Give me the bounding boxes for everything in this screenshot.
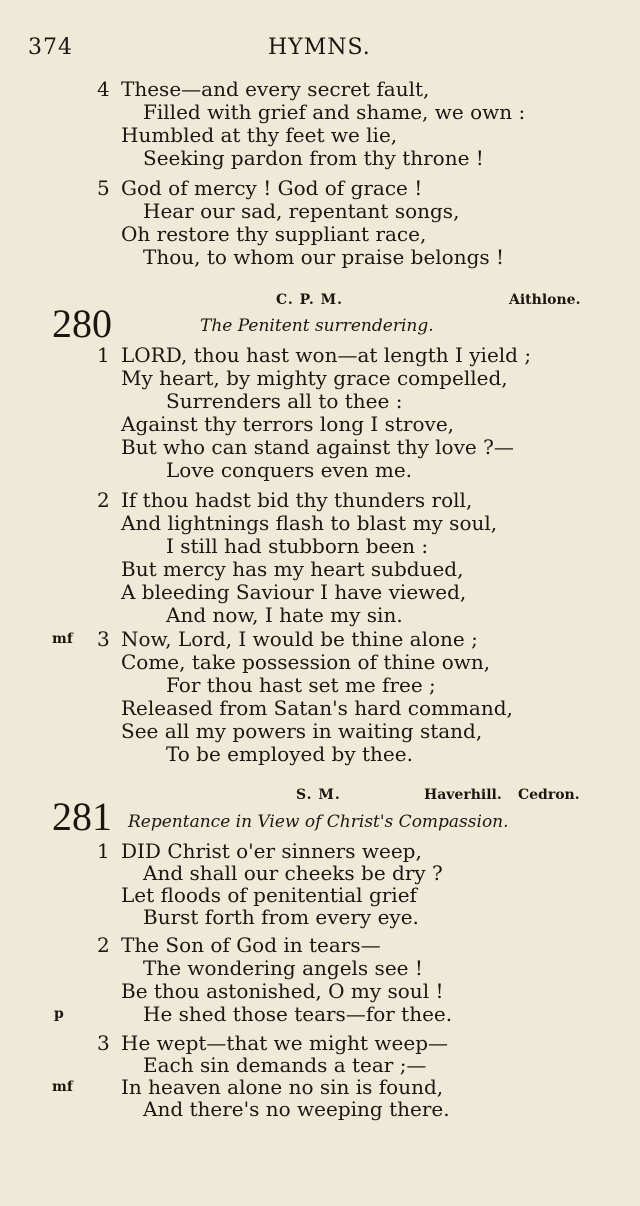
verse-line: Released from Satan's hard command, <box>121 696 513 720</box>
verse-line: Love conquers even me. <box>166 458 413 482</box>
verse-line: Thou, to whom our praise belongs ! <box>143 245 505 269</box>
verse-number: 1 <box>97 839 110 863</box>
verse-number: 2 <box>97 933 110 957</box>
verse-line: Humbled at thy feet we lie, <box>121 123 398 147</box>
verse-line: The Son of God in tears— <box>121 933 381 957</box>
verse-line: I still had stubborn been : <box>166 534 429 558</box>
verse-number: 4 <box>97 77 110 101</box>
verse-line: Oh restore thy suppliant race, <box>121 222 427 246</box>
verse-line: My heart, by mighty grace compelled, <box>121 366 508 390</box>
verse-number: 1 <box>97 343 110 367</box>
verse-line: Now, Lord, I would be thine alone ; <box>121 627 478 651</box>
verse-line: Filled with grief and shame, we own : <box>143 100 526 124</box>
verse-line: In heaven alone no sin is found, <box>121 1075 444 1099</box>
verse-line: If thou hadst bid thy thunders roll, <box>121 488 473 512</box>
dynamic-marking: p <box>54 1006 64 1022</box>
tune-name: Haverhill. <box>424 787 502 803</box>
hymn-subtitle: Repentance in View of Christ's Compassion. <box>128 812 509 832</box>
hymn-number: 281 <box>52 794 112 839</box>
verse-number: 3 <box>97 1031 110 1055</box>
verse-line: And shall our cheeks be dry ? <box>143 861 443 885</box>
verse-line: But mercy has my heart subdued, <box>121 557 464 581</box>
verse-line: A bleeding Saviour I have viewed, <box>121 580 467 604</box>
verse-line: God of mercy ! God of grace ! <box>121 176 423 200</box>
verse-number: 2 <box>97 488 110 512</box>
verse-number: 5 <box>97 176 110 200</box>
verse-line: Each sin demands a tear ;— <box>143 1053 427 1077</box>
running-head: HYMNS. <box>268 35 371 60</box>
hymn-meter: C. P. M. <box>276 292 343 308</box>
verse-line: And now, I hate my sin. <box>166 603 403 627</box>
verse-line: These—and every secret fault, <box>121 77 430 101</box>
verse-line: He wept—that we might weep— <box>121 1031 449 1055</box>
verse-number: 3 <box>97 627 110 651</box>
hymn-meter: S. M. <box>296 787 341 803</box>
verse-line: Hear our sad, repentant songs, <box>143 199 460 223</box>
dynamic-marking: mf <box>52 631 73 647</box>
verse-line: To be employed by thee. <box>166 742 413 766</box>
verse-line: And there's no weeping there. <box>143 1097 450 1121</box>
verse-line: And lightnings flash to blast my soul, <box>121 511 498 535</box>
verse-line: Let floods of penitential grief <box>121 883 417 907</box>
verse-line: See all my powers in waiting stand, <box>121 719 483 743</box>
verse-line: Be thou astonished, O my soul ! <box>121 979 444 1003</box>
verse-line: The wondering angels see ! <box>143 956 423 980</box>
verse-line: Burst forth from every eye. <box>143 905 419 929</box>
verse-line: Come, take possession of thine own, <box>121 650 491 674</box>
verse-line: DID Christ o'er sinners weep, <box>121 839 422 863</box>
hymn-subtitle: The Penitent surrendering. <box>200 316 434 336</box>
verse-line: Surrenders all to thee : <box>166 389 403 413</box>
verse-line: LORD, thou hast won—at length I yield ; <box>121 343 532 367</box>
verse-line: Against thy terrors long I strove, <box>121 412 455 436</box>
verse-line: He shed those tears—for thee. <box>143 1002 453 1026</box>
verse-line: For thou hast set me free ; <box>166 673 436 697</box>
verse-line: Seeking pardon from thy throne ! <box>143 146 484 170</box>
page-number: 374 <box>28 35 73 60</box>
dynamic-marking: mf <box>52 1079 73 1095</box>
tune-name: Cedron. <box>518 787 580 803</box>
hymn-number: 280 <box>52 301 112 346</box>
tune-name: Aithlone. <box>509 292 581 308</box>
verse-line: But who can stand against thy love ?— <box>121 435 514 459</box>
